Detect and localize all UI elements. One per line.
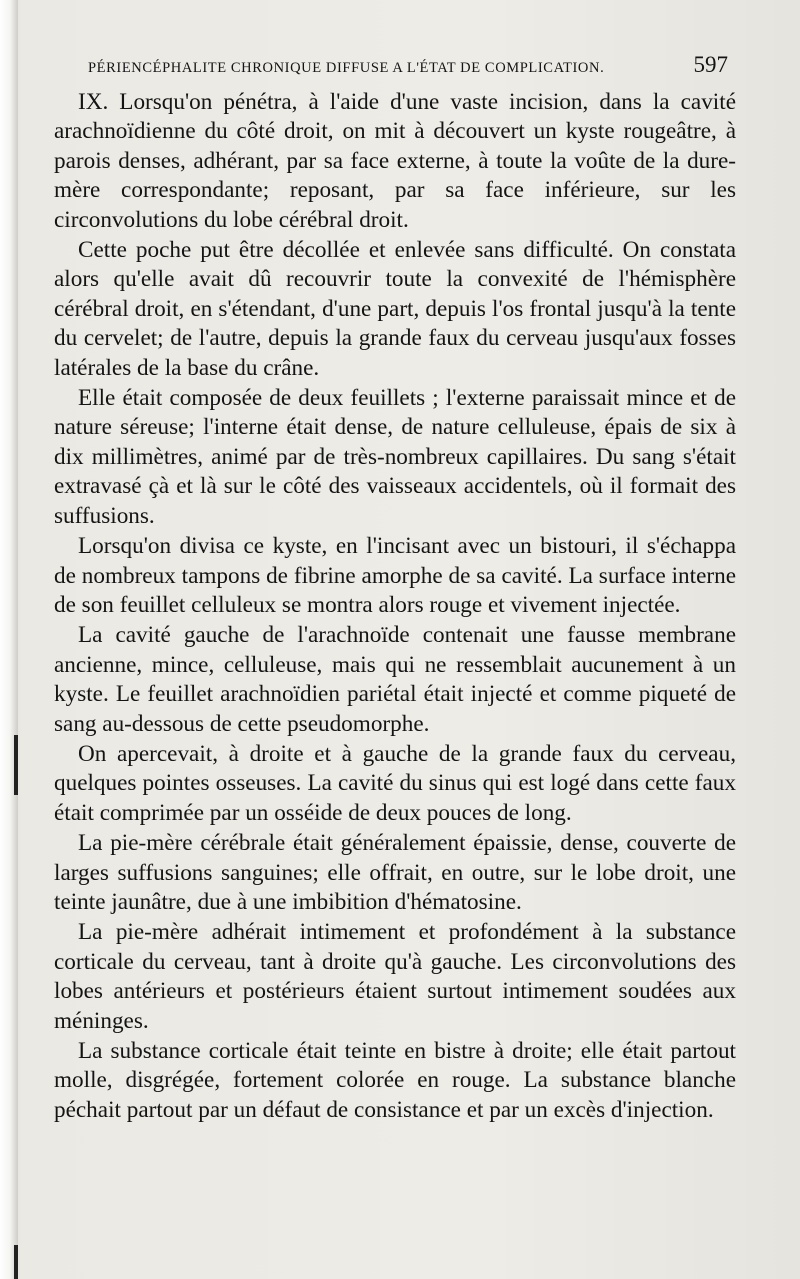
running-head: PÉRIENCÉPHALITE CHRONIQUE DIFFUSE A L'ÉTAT DE COMPLICATION. <box>88 60 605 76</box>
paragraph: La cavité gauche de l'arachnoïde contenait une fausse membrane ancienne, mince, celluleuse, mais qui ne ressemblait aucunement à un kyste. Le feuillet arachnoïdien pariétal était injecté et comme piqueté de sang au-dessous de cette pseudomorphe. <box>54 622 736 737</box>
page-header <box>88 52 728 84</box>
paragraph: La pie-mère cérébrale était généralement épaissie, dense, couverte de larges suffusions sanguines; elle offrait, en outre, sur le lobe droit, une teinte jaunâtre, due à une imbibition d'hématosine. <box>54 830 736 915</box>
paragraph: IX. Lorsqu'on pénétra, à l'aide d'une vaste incision, dans la cavité arachnoïdienne du côté droit, on mit à découvert un kyste rougeâtre, à parois denses, adhérant, par sa face externe, à toute la voûte de la dure-mère correspondante; reposant, par sa face inférieure, sur les circonvolutions du lobe cérébral droit. <box>54 89 736 233</box>
paragraph: La pie-mère adhérait intimement et profondément à la substance corticale du cerveau, tant à droite qu'à gauche. Les circonvolutions des lobes antérieurs et postérieurs étaient surtout intimement soudées aux méninges. <box>54 919 736 1034</box>
body-text <box>54 88 736 1125</box>
paragraph: La substance corticale était teinte en bistre à droite; elle était partout molle, disgrégée, fortement colorée en rouge. La substance blanche péchait partout par un défaut de consistance et par un excès d'injection. <box>54 1038 736 1123</box>
page-number: 597 <box>693 52 728 77</box>
paragraph: Lorsqu'on divisa ce kyste, en l'incisant avec un bistouri, il s'échappa de nombreux tampons de fibrine amorphe de sa cavité. La surface interne de son feuillet celluleux se montra alors rouge et vivement injectée. <box>54 533 736 618</box>
paragraph: On apercevait, à droite et à gauche de la grande faux du cerveau, quelques pointes osseuses. La cavité du sinus qui est logé dans cette faux était comprimée par un osséide de deux pouces de long. <box>54 740 736 826</box>
gutter-mark <box>14 735 18 795</box>
gutter-mark <box>14 1245 18 1279</box>
paragraph: Cette poche put être décollée et enlevée sans difficulté. On constata alors qu'elle avait dû recouvrir toute la convexité de l'hémisphère cérébral droit, en s'étendant, d'une part, depuis l'os frontal jusqu'à la tente du cervelet; de l'autre, depuis la grande faux du cerveau jusqu'aux fosses latérales de la base du crâne. <box>54 237 736 381</box>
paragraph: Elle était composée de deux feuillets ; l'externe paraissait mince et de nature séreuse; l'interne était dense, de nature celluleuse, épais de six à dix millimètres, animé par de très-nombreux capillaires. Du sang s'était extravasé çà et là sur le côté des vaisseaux accidentels, où il formait des suffusions. <box>54 385 736 529</box>
page-gutter <box>0 0 18 1279</box>
